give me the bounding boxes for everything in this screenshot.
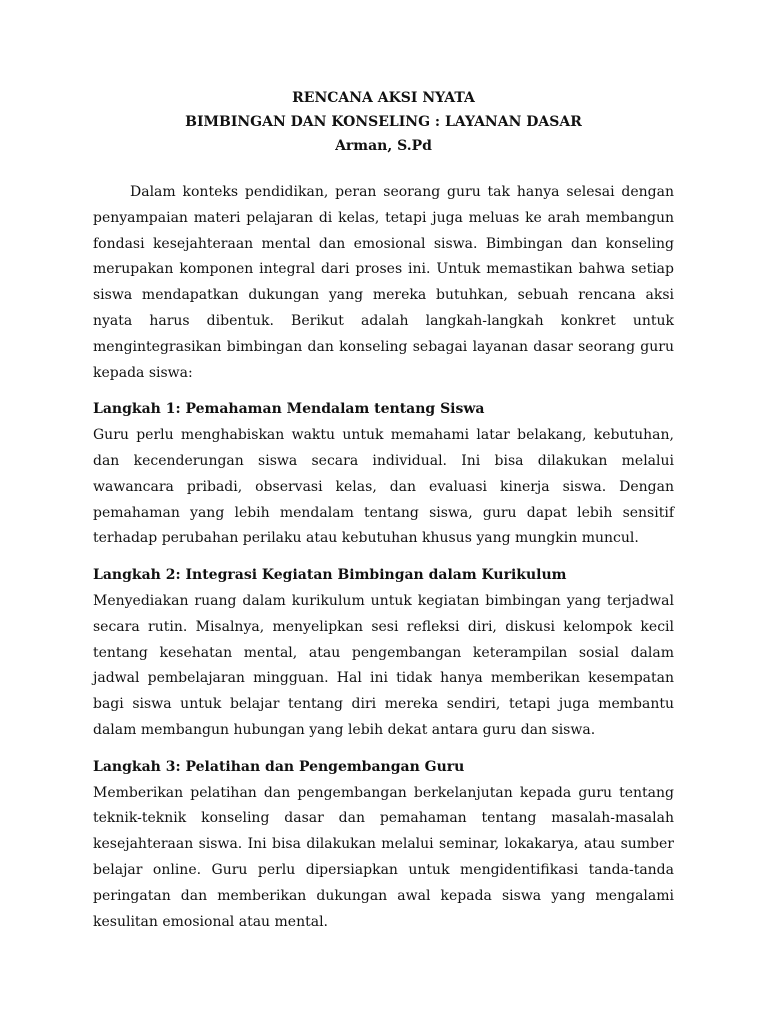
step-3-heading: Langkah 3: Pelatihan dan Pengembangan Guru	[93, 758, 465, 775]
intro-paragraph: Dalam konteks pendidikan, peran seorang guru tak hanya selesai dengan penyampaian materi pelajaran di kelas, tetapi juga meluas ke arah membangun fondasi kesejahteraan mental dan emosional siswa. Bimbingan dan konseling merupakan komponen integral dari proses ini. Untuk memastikan bahwa setiap siswa mendapatkan dukungan yang mereka butuhkan, sebuah rencana aksi nyata harus dibentuk. Berikut adalah langkah-langkah konkret untuk mengintegrasikan bimbingan dan konseling sebagai layanan dasar seorang guru kepada siswa:	[93, 184, 674, 381]
step-1-body: Guru perlu menghabiskan waktu untuk memahami latar belakang, kebutuhan, dan kecenderungan siswa secara individual. Ini bisa dilakukan melalui wawancara pribadi, observasi kelas, dan evaluasi kinerja siswa. Dengan pemahaman yang lebih mendalam tentang siswa, guru dapat lebih sensitif terhadap perubahan perilaku atau kebutuhan khusus yang mungkin muncul.	[93, 427, 674, 547]
step-2-body: Menyediakan ruang dalam kurikulum untuk kegiatan bimbingan yang terjadwal secara rutin. Misalnya, menyelipkan sesi refleksi diri, diskusi kelompok kecil tentang kesehatan mental, atau pengembangan keterampilan sosial dalam jadwal pembelajaran mingguan. Hal ini tidak hanya memberikan kesempatan bagi siswa untuk belajar tentang diri mereka sendiri, tetapi juga membantu dalam membangun hubungan yang lebih dekat antara guru dan siswa.	[93, 592, 674, 738]
document-author: Arman, S.Pd	[335, 138, 432, 154]
document-subtitle: BIMBINGAN DAN KONSELING : LAYANAN DASAR	[185, 114, 582, 130]
step-3-body: Memberikan pelatihan dan pengembangan berkelanjutan kepada guru tentang teknik-teknik konseling dasar dan pemahaman tentang masalah-masalah kesejahteraan siswa. Ini bisa dilakukan melalui seminar, lokakarya, atau sumber belajar online. Guru perlu dipersiapkan untuk mengidentifikasi tanda-tanda peringatan dan memberikan dukungan awal kepada siswa yang mengalami kesulitan emosional atau mental.	[93, 784, 674, 930]
step-1-heading: Langkah 1: Pemahaman Mendalam tentang Siswa	[93, 401, 485, 418]
document-page	[93, 86, 674, 935]
step-2-heading: Langkah 2: Integrasi Kegiatan Bimbingan dalam Kurikulum	[93, 567, 567, 584]
document-title: RENCANA AKSI NYATA	[292, 90, 475, 106]
